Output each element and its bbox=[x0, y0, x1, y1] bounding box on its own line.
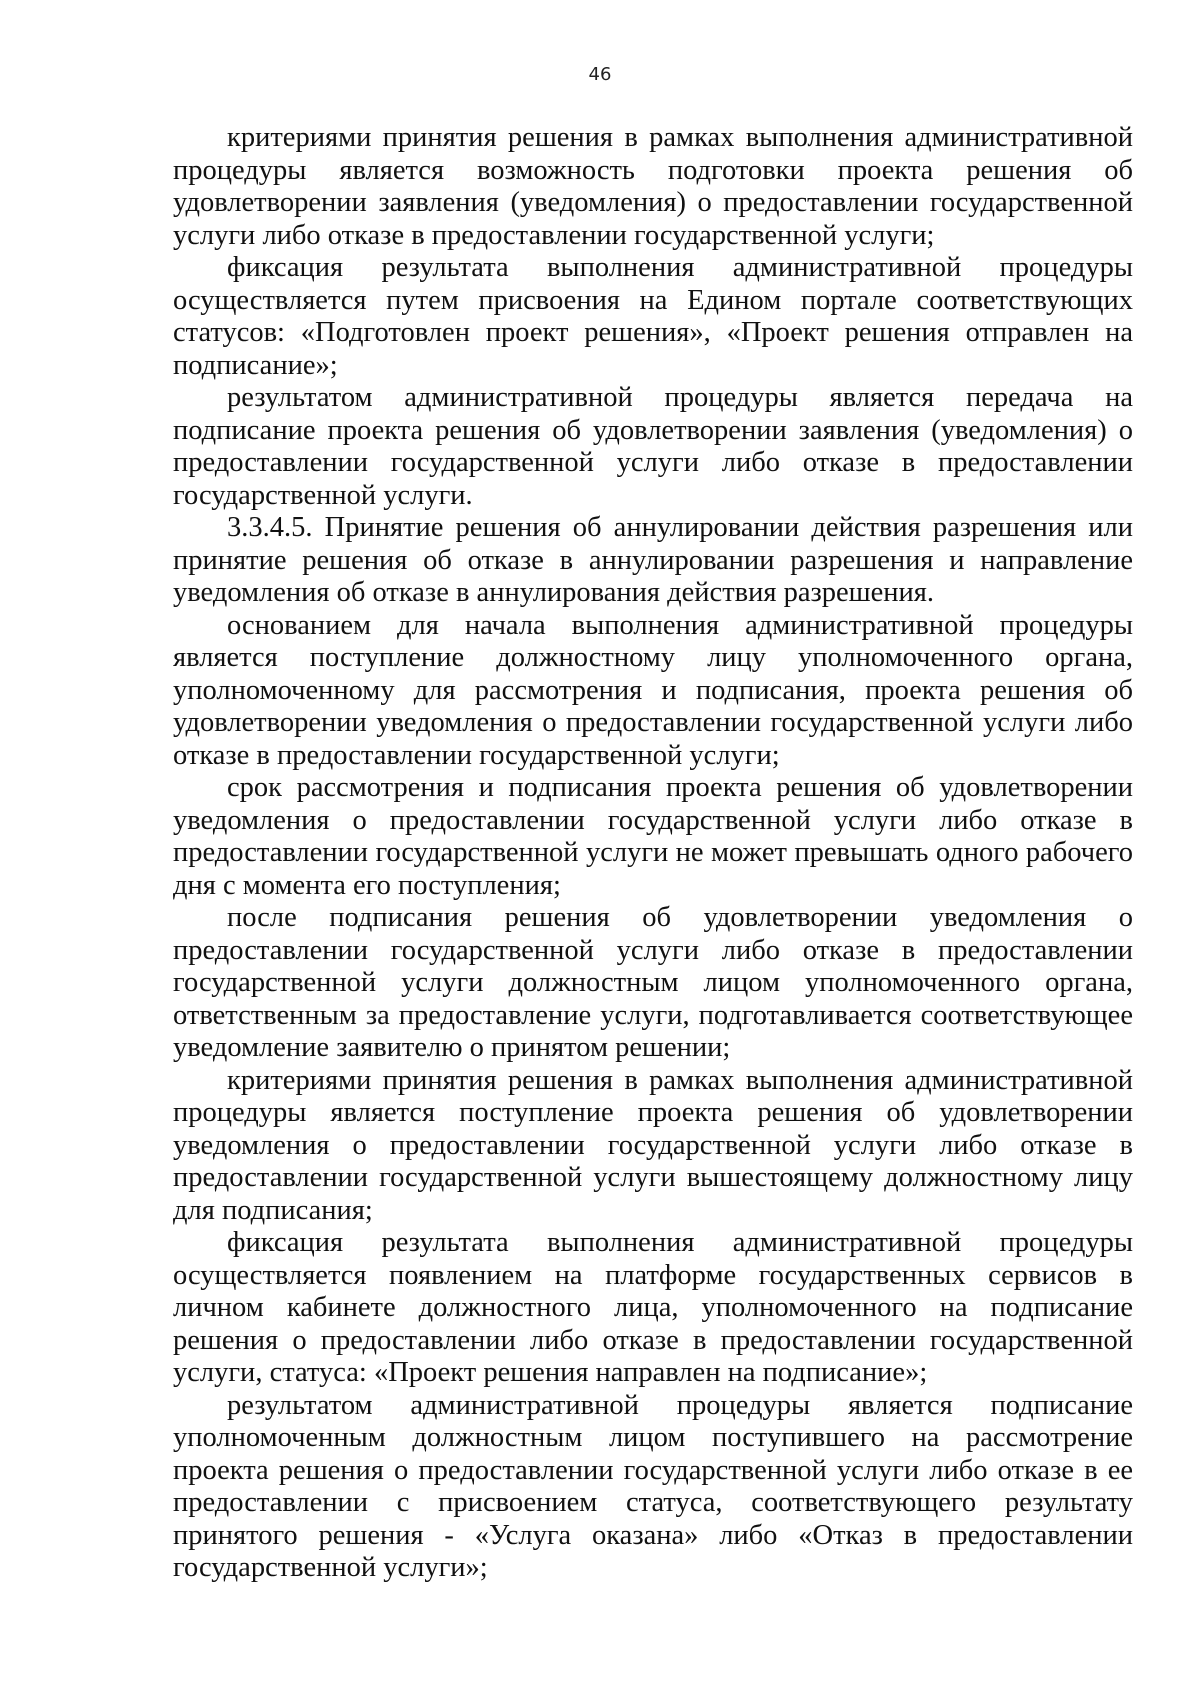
document-body bbox=[173, 122, 1133, 1585]
paragraph: критериями принятия решения в рамках выполнения административной процедуры является поступление проекта решения об удовлетворении уведомления о предоставлении государственной услуги либо отказе в предоставлении государственной услуги вышестоящему должностному лицу для подписания; bbox=[173, 1064, 1133, 1226]
paragraph: после подписания решения об удовлетворении уведомления о предоставлении государственной услуги либо отказе в предоставлении государственной услуги должностным лицом уполномоченного органа, ответственным за предоставление услуги, подготавливается соответствующее уведомление заявителю о принятом решении; bbox=[173, 902, 1133, 1063]
section-heading-paragraph: 3.3.4.5. Принятие решения об аннулировании действия разрешения или принятие решения об отказе в аннулировании разрешения и направление уведомления об отказе в аннулирования действия разрешения. bbox=[173, 512, 1133, 608]
page-number: 46 bbox=[588, 64, 612, 85]
paragraph: основанием для начала выполнения административной процедуры является поступление должностному лицу уполномоченного органа, уполномоченному для рассмотрения и подписания, проекта решения об удовлетворении уведомления о предоставлении государственной услуги либо отказе в предоставлении государственной услуги; bbox=[173, 609, 1133, 771]
paragraph: срок рассмотрения и подписания проекта решения об удовлетворении уведомления о предоставлении государственной услуги либо отказе в предоставлении государственной услуги не может превышать одного рабочего дня с момента его поступления; bbox=[173, 772, 1133, 901]
paragraph: фиксация результата выполнения административной процедуры осуществляется путем присвоения на Едином портале соответствующих статусов: «Подготовлен проект решения», «Проект решения отправлен на подписание»; bbox=[173, 252, 1133, 381]
paragraph: критериями принятия решения в рамках выполнения административной процедуры является возможность подготовки проекта решения об удовлетворении заявления (уведомления) о предоставлении государственной услуги либо отказе в предоставлении государственной услуги; bbox=[173, 122, 1133, 251]
paragraph: результатом административной процедуры является передача на подписание проекта решения об удовлетворении заявления (уведомления) о предоставлении государственной услуги либо отказе в предоставлении государственной услуги. bbox=[173, 382, 1133, 511]
paragraph: фиксация результата выполнения административной процедуры осуществляется появлением на платформе государственных сервисов в личном кабинете должностного лица, уполномоченного на подписание решения о предоставлении либо отказе в предоставлении государственной услуги, статуса: «Проект решения направлен на подписание»; bbox=[173, 1227, 1133, 1388]
paragraph: результатом административной процедуры является подписание уполномоченным должностным лицом поступившего на рассмотрение проекта решения о предоставлении государственной услуги либо отказе в ее предоставлении с присвоением статуса, соответствующего результату принятого решения - «Услуга оказана» либо «Отказ в предоставлении государственной услуги»; bbox=[173, 1389, 1133, 1583]
